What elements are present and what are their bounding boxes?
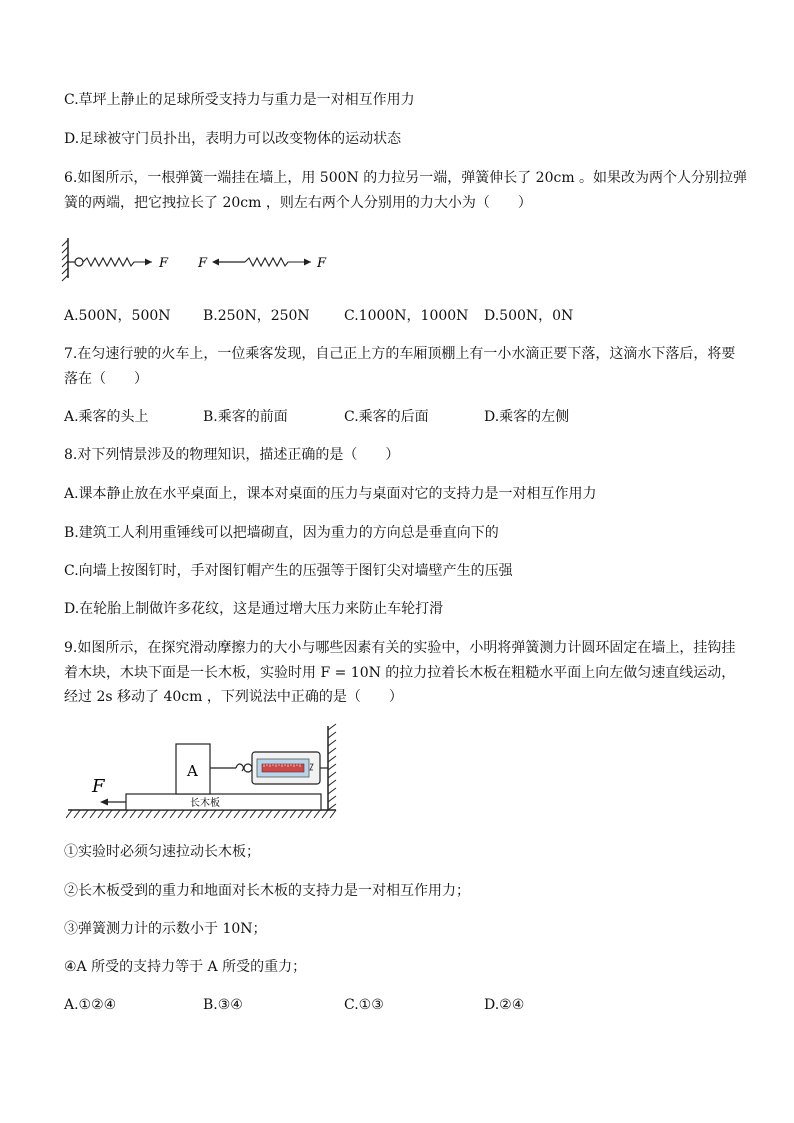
q6-option-a: A.500N，500N <box>64 308 171 324</box>
spring-scale-icon <box>210 752 328 784</box>
q7-stem-line2: 落在（ ） <box>64 371 148 387</box>
force-label-f: F <box>92 776 105 797</box>
q8-stem: 8.对下列情景涉及的物理知识，描述正确的是（ ） <box>64 447 400 463</box>
q7-option-a: A.乘客的头上 <box>64 409 149 425</box>
force-label-f2: F <box>198 256 208 271</box>
block-label: A <box>187 762 198 780</box>
q8-option-a: A.课本静止放在水平桌面上，课本对桌面的压力与桌面对它的支持力是一对相互作用力 <box>64 486 597 502</box>
q8-option-b: B.建筑工人利用重锤线可以把墙砌直，因为重力的方向总是垂直向下的 <box>64 525 499 541</box>
q6-spring-figure <box>60 232 350 284</box>
q9-statement-2: ②长木板受到的重力和地面对长木板的支持力是一对相互作用力； <box>64 883 470 899</box>
q9-statement-1: ①实验时必须匀速拉动长木板； <box>64 844 260 860</box>
q9-option-b: B.③④ <box>203 997 243 1013</box>
q6-stem-line2: 簧的两端，把它拽拉长了 20cm ，则左右两个人分别用的力大小为（ ） <box>64 195 532 211</box>
q9-stem-line1: 9.如图所示，在探究滑动摩擦力的大小与哪些因素有关的实验中，小明将弹簧测力计圆环固定在墙上，挂钩挂 <box>64 640 736 656</box>
q6-stem-line1: 6.如图所示，一根弹簧一端挂在墙上，用 500N 的力拉另一端，弹簧伸长了 20cm 。如果改为两个人分别拉弹 <box>64 170 748 186</box>
q9-friction-figure <box>66 722 356 828</box>
q6-option-c: C.1000N，1000N <box>344 308 469 324</box>
q7-option-b: B.乘客的前面 <box>203 409 288 425</box>
q7-option-c: C.乘客的后面 <box>344 409 429 425</box>
wall-icon <box>62 238 68 281</box>
q9-option-d: D.②④ <box>484 997 525 1013</box>
ground-icon <box>66 810 336 818</box>
force-label-f1: F <box>159 256 169 271</box>
q6-option-d: D.500N，0N <box>484 308 574 324</box>
force-label-f3: F <box>317 256 327 271</box>
spring-icon <box>68 258 152 266</box>
q9-stem-line3: 经过 2s 移动了 40cm ，下列说法中正确的是（ ） <box>64 689 403 705</box>
left-arrow-icon <box>100 799 126 806</box>
long-board <box>126 794 321 810</box>
q9-option-a: A.①②④ <box>64 997 117 1013</box>
q9-option-c: C.①③ <box>344 997 384 1013</box>
q6-option-b: B.250N，250N <box>203 308 310 324</box>
board-label: 长木板 <box>190 798 220 809</box>
wall-icon <box>328 724 336 810</box>
q9-statement-3: ③弹簧测力计的示数小于 10N； <box>64 921 267 937</box>
q5-option-c: C.草坪上静止的足球所受支持力与重力是一对相互作用力 <box>64 92 415 108</box>
q7-stem-line1: 7.在匀速行驶的火车上，一位乘客发现，自己正上方的车厢顶棚上有一小水滴正要下落，这滴水下落后，将要 <box>64 346 736 362</box>
double-spring-icon <box>212 258 311 266</box>
q8-option-d: D.在轮胎上制做许多花纹，这是通过增大压力来防止车轮打滑 <box>64 601 444 617</box>
q9-statement-4: ④A 所受的支持力等于 A 所受的重力； <box>64 959 307 975</box>
q8-option-c: C.向墙上按图钉时，手对图钉帽产生的压强等于图钉尖对墙壁产生的压强 <box>64 563 513 579</box>
q9-stem-line2: 着木块，木块下面是一长木板，实验时用 F = 10N 的拉力拉着长木板在粗糙水平面上向左做匀速直线运动， <box>64 665 736 681</box>
q5-option-d: D.足球被守门员扑出，表明力可以改变物体的运动状态 <box>64 131 402 147</box>
q7-option-d: D.乘客的左侧 <box>484 409 570 425</box>
